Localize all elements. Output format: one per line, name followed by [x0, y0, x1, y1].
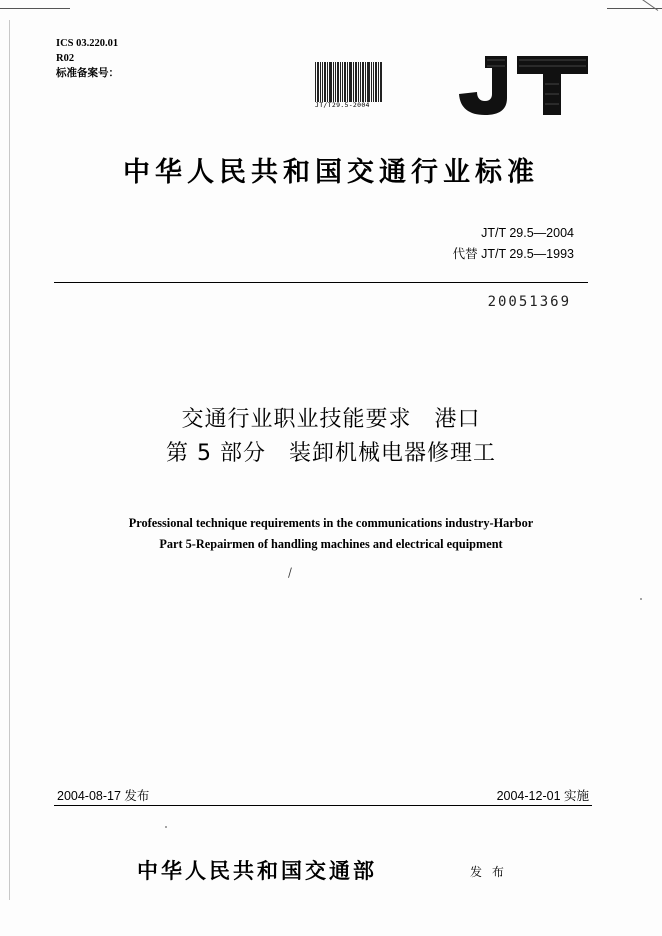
english-title: [0, 513, 662, 555]
chinese-title-line-2: 第 5 部分 装卸机械电器修理工: [166, 441, 496, 466]
ics-code: ICS 03.220.01: [56, 38, 119, 49]
standard-number-block: [453, 223, 574, 265]
scan-speck: [640, 598, 642, 600]
scan-speck: [165, 826, 167, 828]
handwritten-serial: 20051369: [487, 294, 571, 310]
replaced-standard: 代替 JT/T 29.5—1993: [452, 247, 574, 261]
filing-number-label: 标准备案号：: [56, 68, 119, 79]
header-divider: [54, 282, 588, 283]
footer-divider: [54, 805, 592, 806]
class-code: R02: [56, 53, 75, 64]
barcode-image: [315, 62, 383, 102]
scan-edge-mark: [633, 0, 658, 11]
chinese-title: [0, 403, 662, 471]
chinese-title-line-1: 交通行业职业技能要求 港口: [181, 407, 481, 432]
classification-block: [56, 36, 119, 81]
jt-logo: [455, 54, 590, 116]
standard-category-heading: 中华人民共和国交通行业标准: [123, 157, 539, 188]
pen-mark: ⁄: [287, 565, 293, 581]
standard-code: JT/T 29.5—2004: [481, 226, 574, 240]
publisher-name: 中华人民共和国交通部: [137, 858, 377, 883]
english-title-line-2: Part 5-Repairmen of handling machines and electrical equipment: [159, 537, 503, 551]
scan-edge-mark: [0, 8, 70, 9]
publish-label: 发 布: [470, 865, 507, 879]
issue-date: 2004-08-17 发布: [57, 789, 150, 803]
effective-date: 2004-12-01 实施: [496, 789, 589, 803]
english-title-line-1: Professional technique requirements in the communications industry-Harbor: [128, 516, 534, 530]
barcode-label: JT/T29.5-2004: [315, 101, 370, 109]
